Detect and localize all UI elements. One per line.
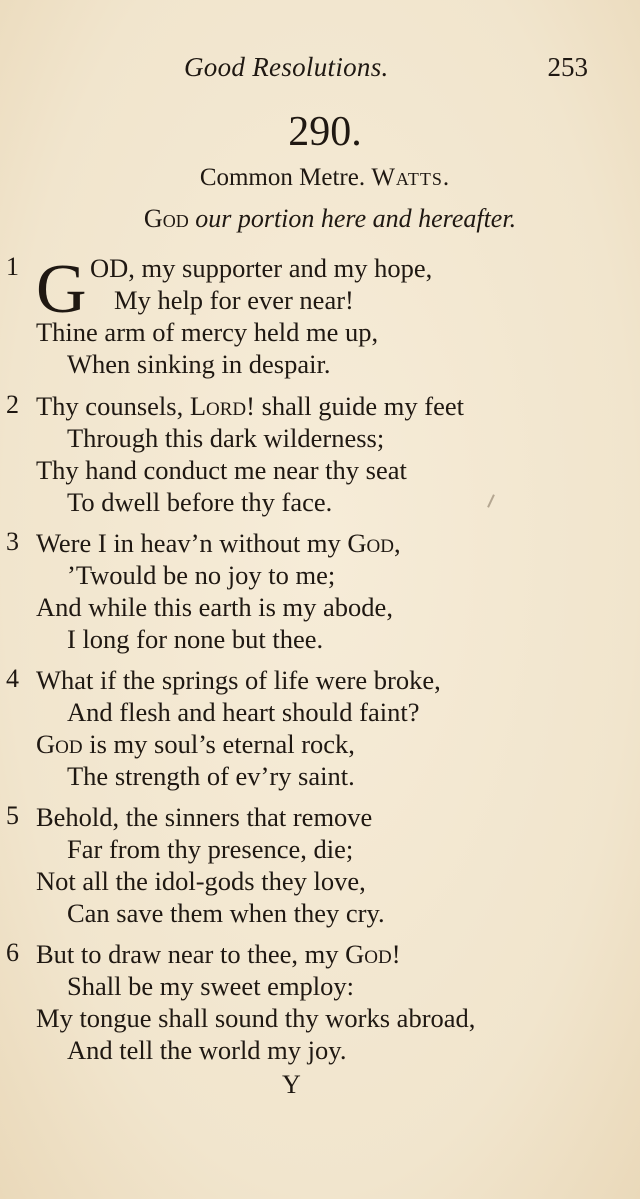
verse-line <box>36 390 464 422</box>
divine-name: God <box>345 939 392 969</box>
paper-speck <box>487 494 495 508</box>
running-head <box>0 52 640 86</box>
verse-text: But to draw near to thee, my <box>36 939 346 969</box>
verse-text: , <box>393 528 401 558</box>
verse-text: is my soul’s eternal rock, <box>82 729 355 759</box>
verse-line: Thine arm of mercy held me up, <box>36 317 379 347</box>
verse-line: I long for none but thee. <box>67 624 324 654</box>
verse-line: Thy hand conduct me near thy seat <box>36 455 407 485</box>
subject-rest: our portion here and hereafter. <box>188 204 517 233</box>
verse-line: Not all the idol-gods they love, <box>36 866 366 896</box>
verse-text: Were I in heav’n without my <box>36 528 348 558</box>
verse-line: Far from thy presence, die; <box>67 834 354 864</box>
stanza-number: 5 <box>6 801 19 830</box>
divine-name: God <box>36 729 83 759</box>
meter: Common Metre. <box>199 164 366 191</box>
verse-line: To dwell before thy face. <box>67 487 333 517</box>
stanza-number: 4 <box>6 664 19 693</box>
stanza-number: 2 <box>6 390 19 419</box>
signature-mark: Y <box>282 1070 301 1099</box>
verse-text: ! <box>391 939 401 969</box>
verse-line: The strength of ev’ry saint. <box>67 761 355 791</box>
meter-line <box>0 164 640 192</box>
author: Watts. <box>371 164 451 191</box>
section-title: Good Resolutions. <box>184 52 389 82</box>
verse-line <box>36 527 401 559</box>
verse-line: My tongue shall sound thy works abroad, <box>36 1003 476 1033</box>
verse-line: And flesh and heart should faint? <box>67 697 420 727</box>
verse-text: Thy counsels, <box>36 391 190 421</box>
verse-line: OD, my supporter and my hope, <box>90 253 433 283</box>
page-number: 253 <box>547 52 588 82</box>
verse-line: Can save them when they cry. <box>67 898 385 928</box>
verse-line: And while this earth is my abode, <box>36 592 393 622</box>
verse-line <box>36 728 355 760</box>
verse-line: ’Twould be no joy to me; <box>67 560 336 590</box>
verse-line: And tell the world my joy. <box>67 1035 347 1065</box>
verse-line <box>36 938 401 970</box>
verse-line: When sinking in despair. <box>67 349 331 379</box>
verse-line: Shall be my sweet employ: <box>67 971 355 1001</box>
stanza-number: 6 <box>6 938 19 967</box>
verse-line: What if the springs of life were broke, <box>36 665 441 695</box>
hymn-subject <box>0 204 640 234</box>
verse-line: My help for ever near! <box>114 285 354 315</box>
stanza-number: 1 <box>6 252 19 281</box>
verse-line: Through this dark wilderness; <box>67 423 385 453</box>
drop-cap: G <box>36 251 87 328</box>
stanza-number: 3 <box>6 527 19 556</box>
hymn-number: 290. <box>288 109 362 155</box>
verse-line: Behold, the sinners that remove <box>36 802 373 832</box>
subject-god: God <box>143 204 189 233</box>
divine-name: God <box>347 528 394 558</box>
divine-name: Lord <box>189 391 247 421</box>
verse-text: ! shall guide my feet <box>246 391 464 421</box>
